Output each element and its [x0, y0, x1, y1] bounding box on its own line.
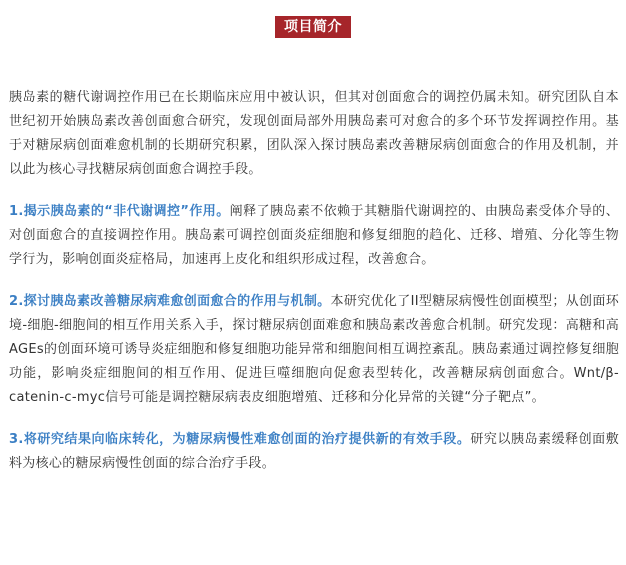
article-content: [9, 86, 619, 494]
finding-2-text: 本研究优化了II型糖尿病慢性创面模型；从创面环境-细胞-细胞间的相互作用关系入手，探讨糖尿病创面难愈和胰岛素改善愈合机制。研究发现：高糖和高AGEs的创面环境可诱导炎症细胞和修复细胞功能异常和细胞间相互调控紊乱。胰岛素通过调控修复细胞功能，影响炎症细胞间的相互作用、促进巨噬细胞向促愈表型转化，改善糖尿病创面愈合。Wnt/β-catenin-c-myc信号可能是调控糖尿病表皮细胞增殖、迁移和分化异常的关键“分子靶点”。: [9, 294, 620, 405]
finding-1-text: 阐释了胰岛素不依赖于其糖脂代谢调控的、由胰岛素受体介导的、对创面愈合的直接调控作用。胰岛素可调控创面炎症细胞和修复细胞的趋化、迁移、增殖、分化等生物学行为，影响创面炎症格局，加速再上皮化和组织形成过程，改善愈合。: [9, 204, 619, 267]
intro-text: 胰岛素的糖代谢调控作用已在长期临床应用中被认识，但其对创面愈合的调控仍属未知。研究团队自本世纪初开始胰岛素改善创面愈合研究，发现创面局部外用胰岛素可对愈合的多个环节发挥调控作用。基于对糖尿病创面难愈机制的长期研究积累，团队深入探讨胰岛素改善糖尿病创面愈合的作用及机制，并以此为核心寻找糖尿病创面愈合调控手段。: [9, 90, 619, 177]
intro-paragraph: [9, 86, 619, 182]
finding-3-heading: 3.将研究结果向临床转化，为糖尿病慢性难愈创面的治疗提供新的有效手段。: [9, 432, 471, 447]
finding-1-paragraph: [9, 200, 619, 272]
finding-2-paragraph: [9, 290, 619, 410]
header: [0, 16, 626, 38]
finding-2-heading: 2.探讨胰岛素改善糖尿病难愈创面愈合的作用与机制。: [9, 294, 331, 309]
finding-1-heading: 1.揭示胰岛素的“非代谢调控”作用。: [9, 204, 230, 219]
finding-3-paragraph: [9, 428, 619, 476]
section-title-badge: 项目简介: [275, 16, 351, 38]
finding-3-text: 研究以胰岛素缓释创面敷料为核心的糖尿病慢性创面的综合治疗手段。: [9, 432, 619, 471]
